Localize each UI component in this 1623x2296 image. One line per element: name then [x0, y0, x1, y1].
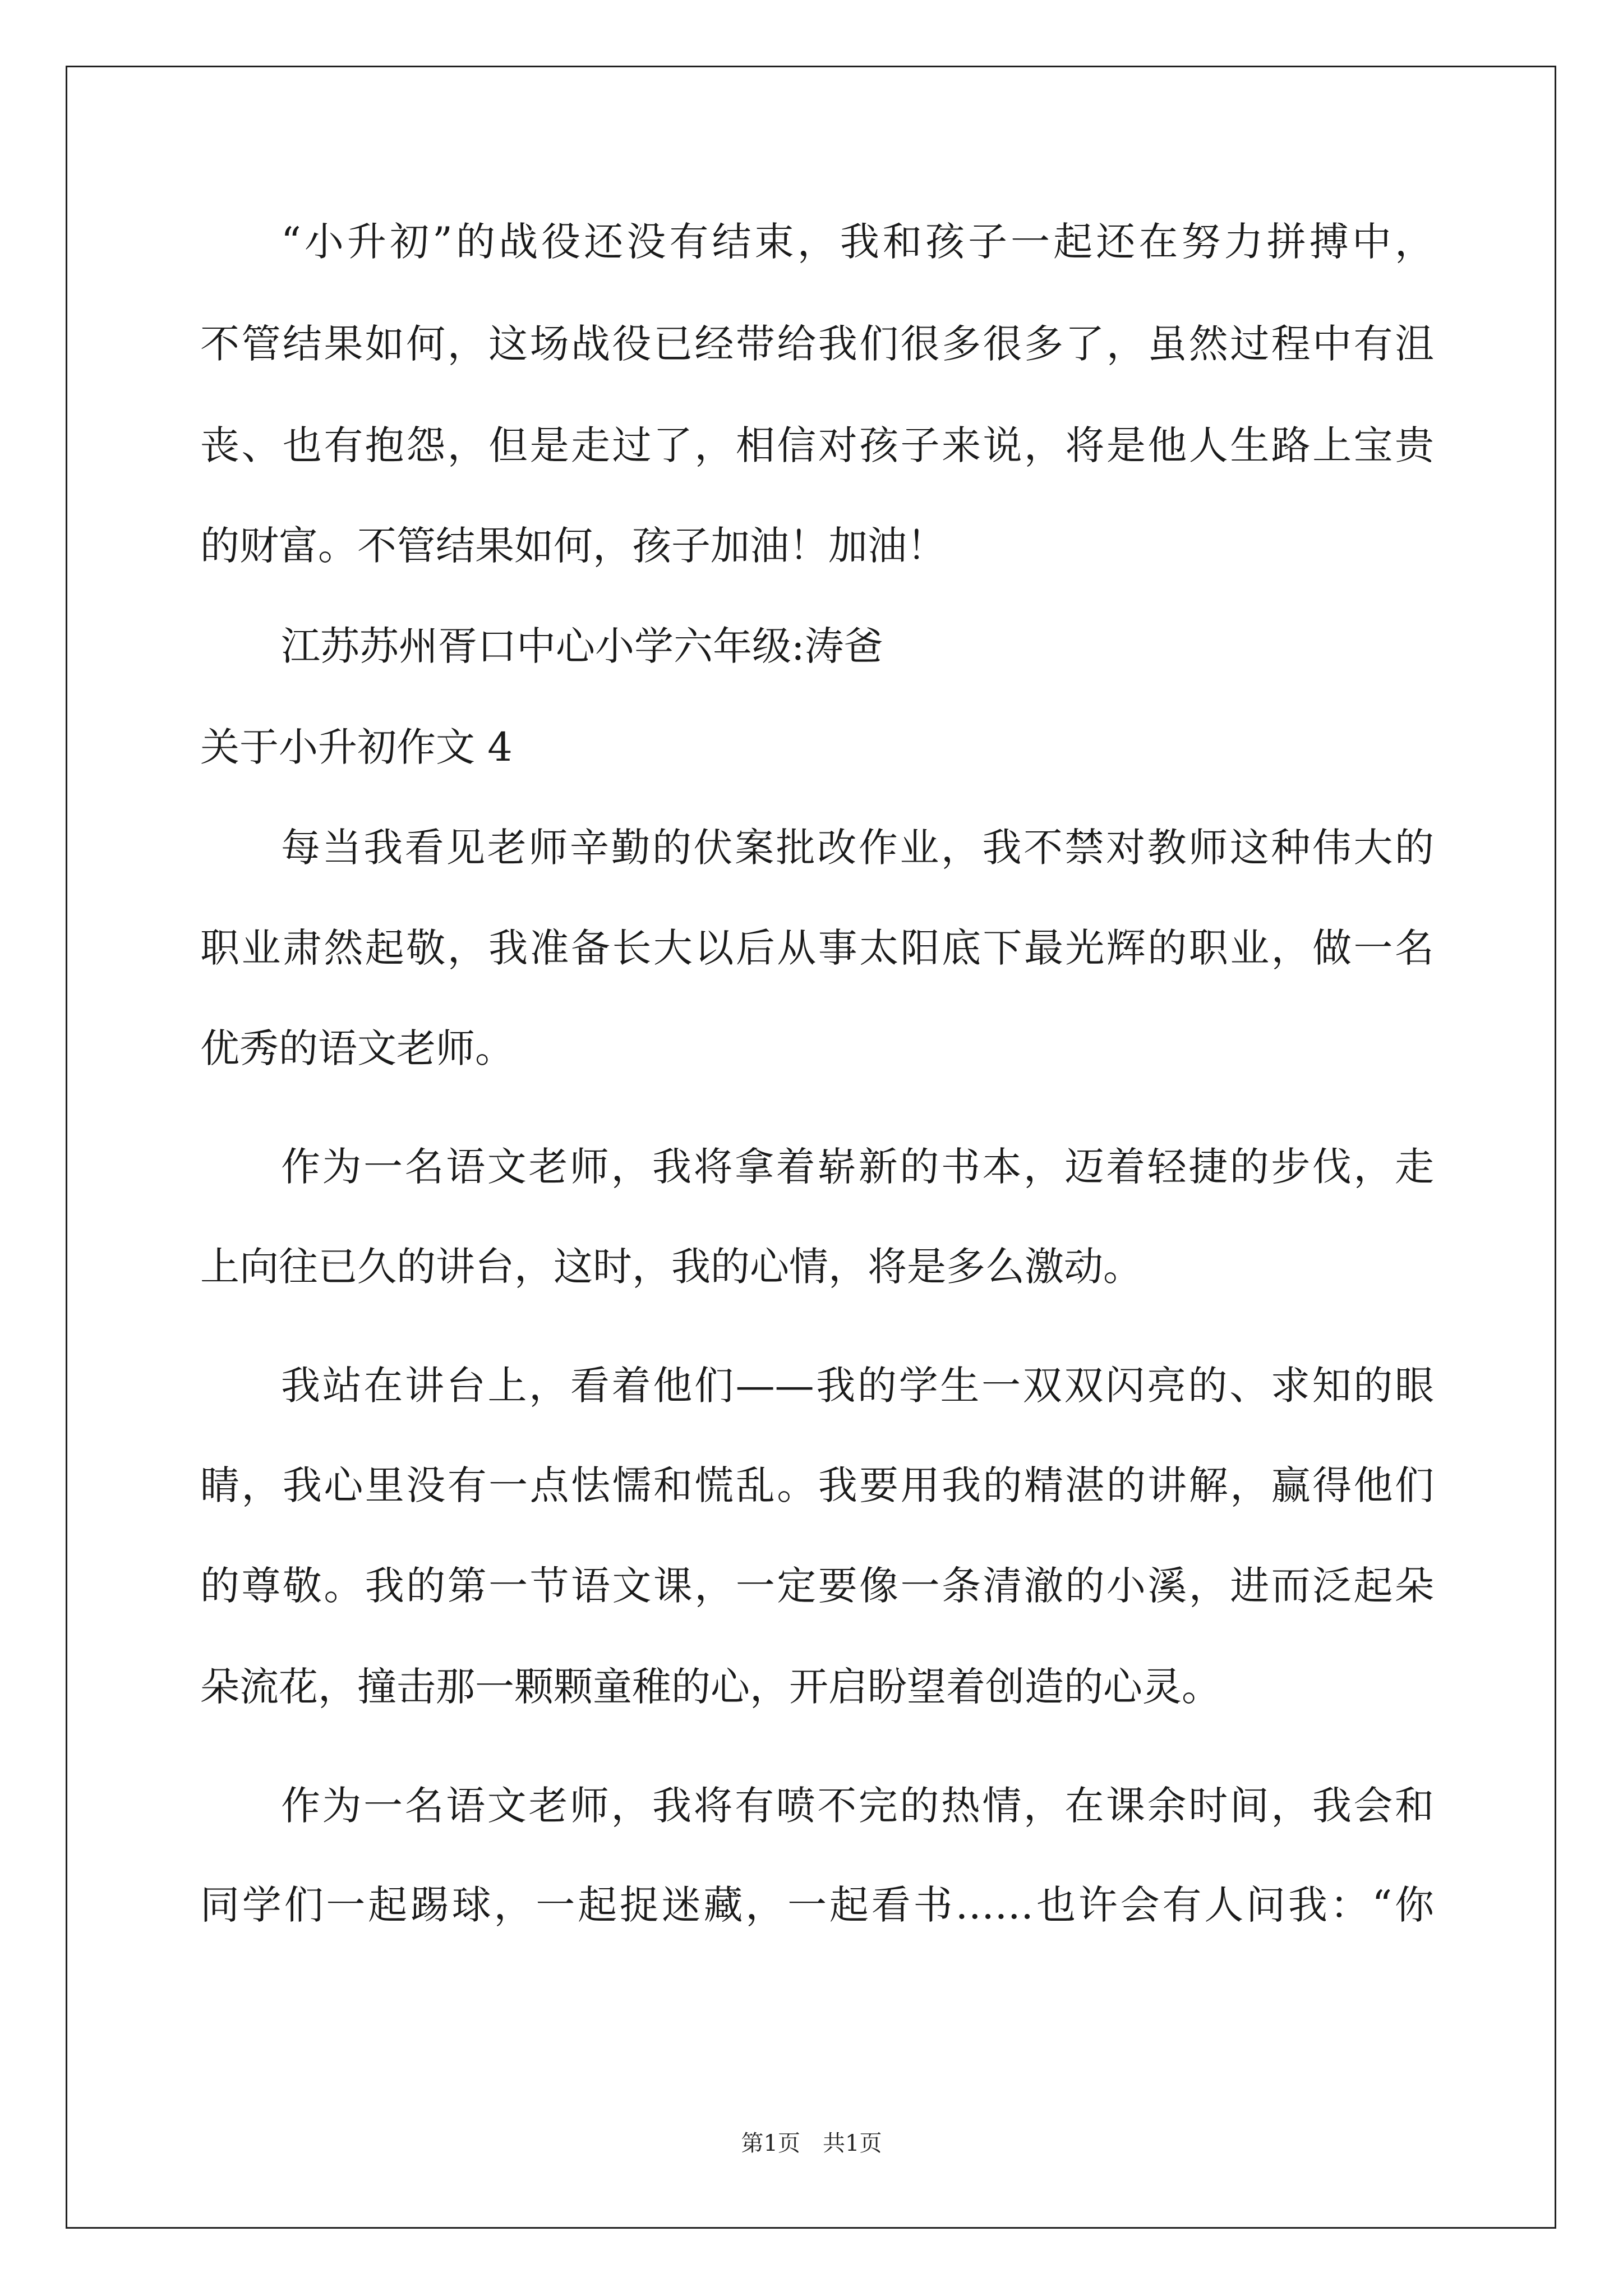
paragraph-line: 不管结果如何，这场战役已经带给我们很多很多了，虽然过程中有沮 — [200, 321, 1434, 367]
paragraph-line: “小升初”的战役还没有结束，我和孩子一起还在努力拼搏中， — [281, 219, 1434, 265]
paragraph-line: 作为一名语文老师，我将有喷不完的热情，在课余时间，我会和 — [281, 1783, 1434, 1829]
page-number: 第1页 共1页 — [741, 2131, 882, 2156]
paragraph-line: 我站在讲台上，看着他们——我的学生一双双闪亮的、求知的眼 — [281, 1363, 1434, 1409]
paragraph-line: 每当我看见老师辛勤的伏案批改作业，我不禁对教师这种伟大的 — [281, 825, 1434, 871]
paragraph-line: 朵流花，撞击那一颗颗童稚的心，开启盼望着创造的心灵。 — [200, 1664, 1221, 1710]
paragraph-line: 的财富。不管结果如何，孩子加油！加油！ — [200, 523, 946, 569]
paragraph-line: 同学们一起踢球，一起捉迷藏，一起看书……也许会有人问我：“你 — [200, 1882, 1434, 1928]
paragraph-line: 的尊敬。我的第一节语文课，一定要像一条清澈的小溪，进而泛起朵 — [200, 1563, 1434, 1609]
section-heading: 关于小升初作文 4 — [200, 724, 513, 770]
paragraph-line: 职业肃然起敬，我准备长大以后从事太阳底下最光辉的职业，做一名 — [200, 925, 1434, 971]
signature-line: 江苏苏州胥口中心小学六年级:涛爸 — [281, 623, 883, 669]
paragraph-line: 作为一名语文老师，我将拿着崭新的书本，迈着轻捷的步伐，走 — [281, 1144, 1434, 1190]
paragraph-line: 睛，我心里没有一点怯懦和慌乱。我要用我的精湛的讲解，赢得他们 — [200, 1462, 1434, 1508]
paragraph-line: 上向往已久的讲台，这时，我的心情，将是多么激动。 — [200, 1244, 1142, 1290]
paragraph-line: 丧、也有抱怨，但是走过了，相信对孩子来说，将是他人生路上宝贵 — [200, 422, 1434, 468]
paragraph-line: 优秀的语文老师。 — [200, 1025, 514, 1071]
